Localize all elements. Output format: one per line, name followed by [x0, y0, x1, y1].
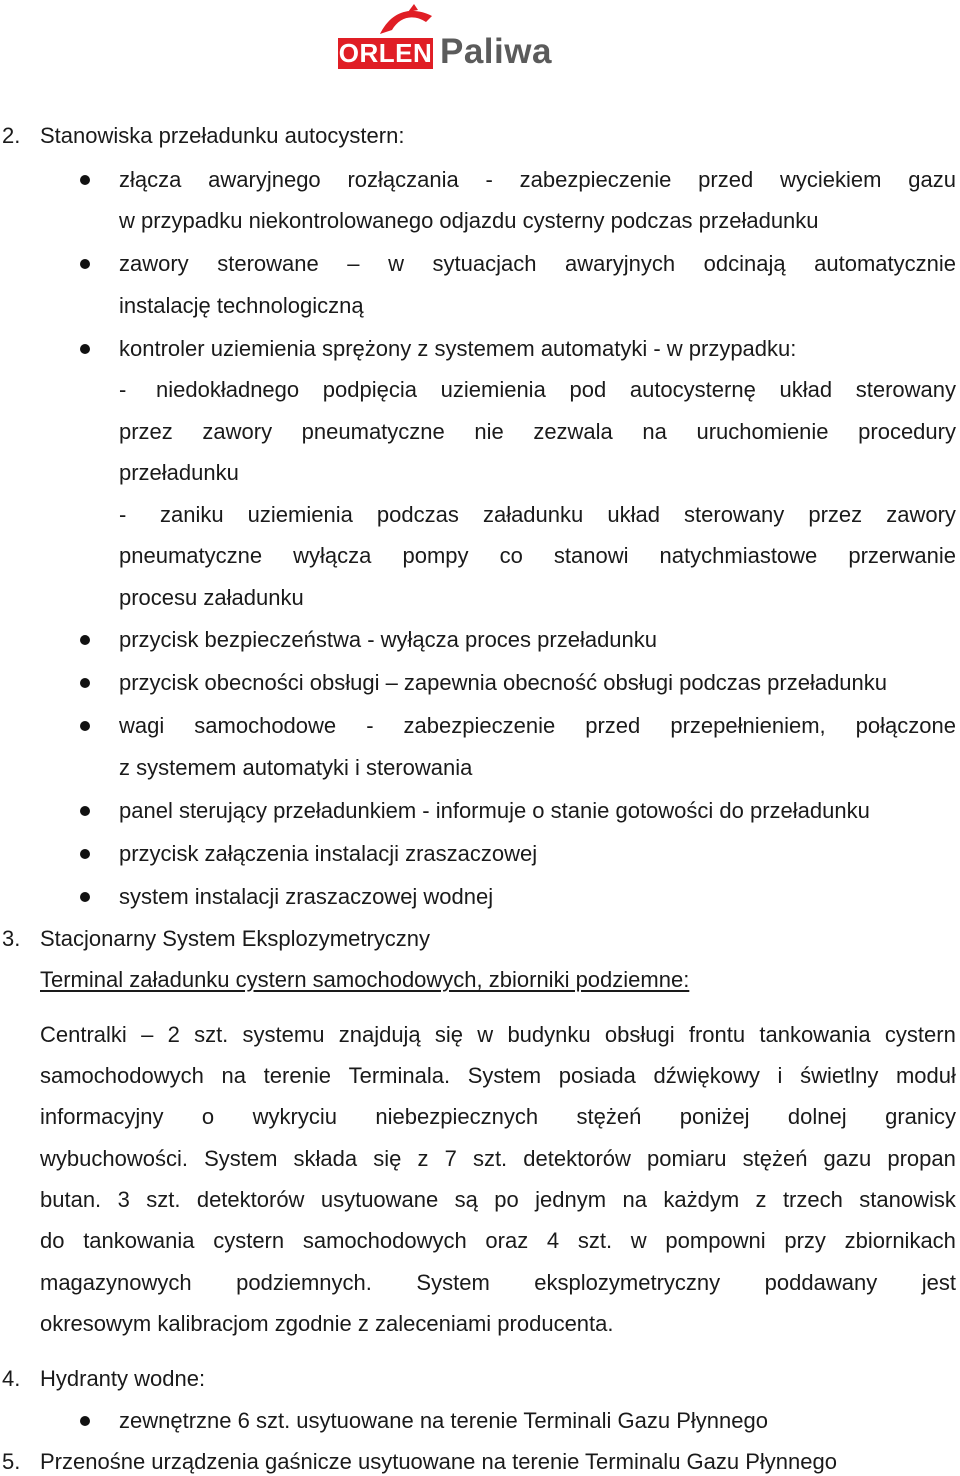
- bullet: [80, 849, 90, 859]
- word: i: [777, 1063, 783, 1088]
- word: szt.: [472, 1146, 508, 1171]
- section-3-number: 3.: [2, 926, 21, 951]
- word: rozłączania: [347, 167, 459, 192]
- section-4-title: Hydranty wodne:: [40, 1366, 206, 1391]
- word: pomiaru: [647, 1146, 727, 1171]
- paragraph-line-4: [40, 1145, 956, 1173]
- word: awaryjnego: [208, 167, 321, 192]
- paliwa-wordmark: Paliwa: [440, 32, 552, 71]
- bullet-4: przycisk bezpieczeństwa - wyłącza proces przeładunku: [119, 627, 658, 652]
- sub-item-2-line-3: procesu załadunku: [119, 585, 304, 610]
- word: w: [388, 251, 404, 276]
- word: zawory: [886, 502, 956, 527]
- section-4-bullet-1: zewnętrzne 6 szt. usytuowane na terenie Terminali Gazu Płynnego: [119, 1408, 768, 1433]
- word: pod: [569, 377, 607, 402]
- word: zabezpieczenie: [519, 167, 672, 192]
- sub-item-2-line-1: [160, 501, 956, 529]
- bullet: [80, 678, 90, 688]
- word: 4: [546, 1228, 560, 1253]
- word: detektorów: [196, 1187, 305, 1212]
- word: znajdują: [338, 1022, 421, 1047]
- bullet: [80, 259, 90, 269]
- word: zawory: [119, 251, 189, 276]
- word: każdym: [663, 1187, 740, 1212]
- section-3-subtitle: Terminal załadunku cystern samochodowych, zbiorniki podziemne:: [40, 967, 690, 992]
- bullet: [80, 806, 90, 816]
- word: detektorów: [523, 1146, 631, 1171]
- word: szt.: [577, 1228, 613, 1253]
- word: Terminala.: [348, 1063, 451, 1088]
- sub-item-1-dash: -: [119, 377, 127, 402]
- bullet-1-line-1: [119, 166, 956, 194]
- section-2-number: 2.: [2, 123, 21, 148]
- word: wyciekiem: [779, 167, 882, 192]
- word: złącza: [119, 167, 182, 192]
- word: cystern: [213, 1228, 285, 1253]
- word: -: [485, 167, 493, 192]
- word: zbiornikach: [844, 1228, 956, 1253]
- paragraph-line-2: [40, 1062, 956, 1090]
- word: –: [141, 1022, 154, 1047]
- word: 3: [117, 1187, 130, 1212]
- word: załadunku: [482, 502, 584, 527]
- sub-item-1-line-1: [156, 376, 956, 404]
- word: układ: [779, 377, 833, 402]
- word: 2: [167, 1022, 180, 1047]
- word: pompy: [402, 543, 469, 568]
- word: wagi: [119, 713, 165, 738]
- word: natychmiastowe: [659, 543, 818, 568]
- word: szt.: [146, 1187, 181, 1212]
- word: na: [622, 1187, 647, 1212]
- word: samochodowe: [194, 713, 337, 738]
- bullet: [80, 635, 90, 645]
- word: świetlny: [800, 1063, 879, 1088]
- bullet: [80, 175, 90, 185]
- word: układ: [607, 502, 660, 527]
- word: przed: [698, 167, 754, 192]
- bullet-3: kontroler uziemienia sprężony z systemem automatyki - w przypadku:: [119, 336, 797, 361]
- word: podpięcia: [322, 377, 417, 402]
- paragraph-line-7: [40, 1269, 956, 1297]
- word: nie: [474, 419, 504, 444]
- word: w: [477, 1022, 494, 1047]
- word: pompowni: [665, 1228, 766, 1253]
- orlen-wordmark: ORLEN: [338, 38, 433, 68]
- word: gazu: [908, 167, 956, 192]
- bullet-2-line-1: [119, 250, 956, 278]
- bullet: [80, 721, 90, 731]
- word: –: [347, 251, 360, 276]
- word: awaryjnych: [565, 251, 676, 276]
- word: sterowany: [684, 502, 785, 527]
- word: do: [40, 1228, 65, 1253]
- word: podczas: [376, 502, 459, 527]
- word: samochodowych: [302, 1228, 467, 1253]
- paragraph-line-8: okresowym kalibracjom zgodnie z zaleceniami producenta.: [40, 1311, 614, 1336]
- bullet: [80, 344, 90, 354]
- word: samochodowych: [40, 1063, 204, 1088]
- section-3-title: Stacjonarny System Eksplozymetryczny: [40, 926, 431, 951]
- word: autocysternę: [629, 377, 756, 402]
- bullet: [80, 1416, 90, 1426]
- word: wykryciu: [252, 1104, 337, 1129]
- word: podziemnych.: [236, 1270, 372, 1295]
- word: po: [494, 1187, 519, 1212]
- word: przerwanie: [848, 543, 956, 568]
- word: sterowane: [217, 251, 319, 276]
- sub-item-2-line-2: [119, 542, 956, 570]
- word: zaniku: [160, 502, 224, 527]
- word: wyłącza: [293, 543, 372, 568]
- word: wybuchowości.: [40, 1146, 188, 1171]
- bullet-6-line-1: [119, 712, 956, 740]
- word: granicy: [885, 1104, 956, 1129]
- bullet-8: przycisk załączenia instalacji zraszaczowej: [119, 841, 538, 866]
- word: co: [499, 543, 523, 568]
- word: stanowisk: [859, 1187, 956, 1212]
- word: przed: [585, 713, 641, 738]
- word: dźwiękowy: [653, 1063, 760, 1088]
- paragraph-line-3: [40, 1103, 956, 1131]
- section-5-number: 5.: [2, 1449, 21, 1474]
- sub-item-1-line-3: przeładunku: [119, 460, 239, 485]
- word: jest: [921, 1270, 956, 1295]
- word: z: [755, 1187, 767, 1212]
- eagle-icon: [378, 4, 438, 38]
- word: 7: [444, 1146, 457, 1171]
- section-2-title: Stanowiska przeładunku autocystern:: [40, 123, 405, 148]
- word: trzech: [782, 1187, 843, 1212]
- word: frontu: [688, 1022, 746, 1047]
- word: oraz: [485, 1228, 529, 1253]
- word: sterowany: [855, 377, 956, 402]
- word: na: [642, 419, 667, 444]
- word: System: [416, 1270, 490, 1295]
- word: stanowi: [553, 543, 629, 568]
- word: przy: [784, 1228, 826, 1253]
- section-5-title: Przenośne urządzenia gaśnicze usytuowane na terenie Terminalu Gazu Płynnego: [40, 1449, 837, 1474]
- word: się: [434, 1022, 464, 1047]
- word: informacyjny: [40, 1104, 164, 1129]
- word: dolnej: [787, 1104, 847, 1129]
- word: niedokładnego: [156, 377, 300, 402]
- word: sytuacjach: [432, 251, 537, 276]
- word: przepełnieniem,: [670, 713, 826, 738]
- word: na: [221, 1063, 247, 1088]
- word: terenie: [263, 1063, 331, 1088]
- word: jednym: [535, 1187, 607, 1212]
- word: Centralki: [40, 1022, 127, 1047]
- word: uziemienia: [247, 502, 353, 527]
- word: eksplozymetryczny: [534, 1270, 721, 1295]
- word: zezwala: [533, 419, 613, 444]
- word: w: [630, 1228, 647, 1253]
- word: poniżej: [679, 1104, 750, 1129]
- word: obsługi: [604, 1022, 675, 1047]
- word: systemu: [242, 1022, 325, 1047]
- sub-item-2-dash: -: [119, 502, 127, 527]
- word: uruchomienie: [696, 419, 829, 444]
- word: tankowania: [759, 1022, 871, 1047]
- word: zabezpieczenie: [403, 713, 556, 738]
- word: System: [204, 1146, 278, 1171]
- word: stężeń: [576, 1104, 642, 1129]
- word: budynku: [507, 1022, 591, 1047]
- word: odcinają: [703, 251, 786, 276]
- section-4-number: 4.: [2, 1366, 21, 1391]
- word: połączone: [855, 713, 956, 738]
- bullet-9: system instalacji zraszaczowej wodnej: [119, 884, 494, 909]
- word: są: [454, 1187, 478, 1212]
- word: procedury: [858, 419, 956, 444]
- bullet-5: przycisk obecności obsługi – zapewnia obecność obsługi podczas przeładunku: [119, 670, 888, 695]
- word: przez: [119, 419, 173, 444]
- bullet-2-line-2: instalację technologiczną: [119, 293, 364, 318]
- word: przez: [808, 502, 863, 527]
- word: niebezpiecznych: [375, 1104, 539, 1129]
- word: zawory: [202, 419, 273, 444]
- paragraph-line-6: [40, 1227, 956, 1255]
- word: się: [373, 1146, 402, 1171]
- sub-item-1-line-2: [119, 418, 956, 446]
- word: pneumatyczne: [301, 419, 445, 444]
- word: pneumatyczne: [119, 543, 263, 568]
- paragraph-line-5: [40, 1186, 956, 1214]
- paragraph-line-1: [40, 1021, 956, 1049]
- bullet: [80, 892, 90, 902]
- word: -: [366, 713, 374, 738]
- word: uziemienia: [440, 377, 546, 402]
- word: składa: [293, 1146, 358, 1171]
- word: tankowania: [83, 1228, 195, 1253]
- word: System: [467, 1063, 542, 1088]
- bullet-7: panel sterujący przeładunkiem - informuje o stanie gotowości do przeładunku: [119, 798, 870, 823]
- word: z: [417, 1146, 429, 1171]
- word: propan: [887, 1146, 956, 1171]
- bullet-6-line-2: z systemem automatyki i sterowania: [119, 755, 473, 780]
- word: automatycznie: [814, 251, 956, 276]
- word: usytuowane: [320, 1187, 439, 1212]
- orlen-paliwa-logo: [336, 4, 566, 70]
- word: moduł: [895, 1063, 956, 1088]
- word: cystern: [884, 1022, 956, 1047]
- bullet-1-line-2: w przypadku niekontrolowanego odjazdu cysterny podczas przeładunku: [119, 208, 819, 233]
- word: butan.: [40, 1187, 102, 1212]
- word: posiada: [558, 1063, 636, 1088]
- word: gazu: [823, 1146, 872, 1171]
- word: szt.: [194, 1022, 229, 1047]
- word: o: [201, 1104, 215, 1129]
- word: stężeń: [742, 1146, 808, 1171]
- word: poddawany: [764, 1270, 878, 1295]
- word: magazynowych: [40, 1270, 192, 1295]
